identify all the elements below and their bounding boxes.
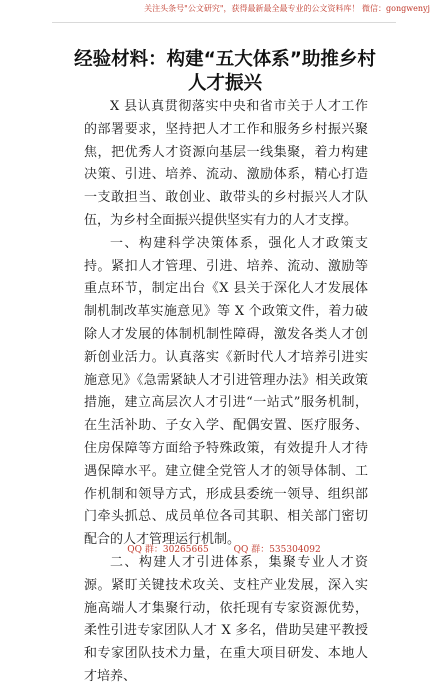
header-divider [52,22,396,23]
document-title: 经验材料：构建“五大体系”助推乡村人才振兴 [74,49,376,94]
promo-banner: 关注头条号"公文研究"，获得最新最全最专业的公文资料库！ 微信：gongwenyj [144,4,430,13]
intro-paragraph: X 县认真贯彻落实中央和省市关于人才工作的部署要求，坚持把人才工作和服务乡村振兴聚焦，把优秀人才资源向基层一线集聚，着力构建决策、引进、培养、流动、激励体系，精心打造一支敢担当、敢创业、敢带头的乡村振兴人才队伍，为乡村全面振兴提供坚实有力的人才支撑。 [84,99,368,228]
qq-group-2: QQ 群：535304092 [233,545,321,555]
footer-contact [0,544,448,556]
document-body [84,96,368,689]
qq-group-1: QQ 群：30265665 [127,545,209,555]
section-2-paragraph: 二、构建人才引进体系，集聚专业人才资源。紧盯关键技术攻关、支柱产业发展，深入实施高端人才集聚行动，依托现有专家资源优势，柔性引进专家团队人才 X 多名，借助吴建平教授和专家团队技术力量，在重大项目研发、本地人才培养、 [84,554,368,684]
section-1-paragraph: 一、构建科学决策体系，强化人才政策支持。紧扣人才管理、引进、培养、流动、激励等重点环节，制定出台《X 县关于深化人才发展体制机制改革实施意见》等 X 个政策文件，着力破除人才发展的体制机制性障碍，激发各类人才创新创业活力。认真落实《新时代人才培养引进实施意见》《急需紧缺人才引进管理办法》相关政策措施，建立高层次人才引进“一站式”服务机制，在生活补助、子女入学、配偶安置、医疗服务、住房保障等方面给予特殊政策，有效提升人才待遇保障水平。建立健全党管人才的领导体制、工作机制和领导方式，形成县委统一领导、组织部门牵头抓总、成员单位各司其职、相关部门密切配合的人才管理运行机制。 [84,235,368,548]
